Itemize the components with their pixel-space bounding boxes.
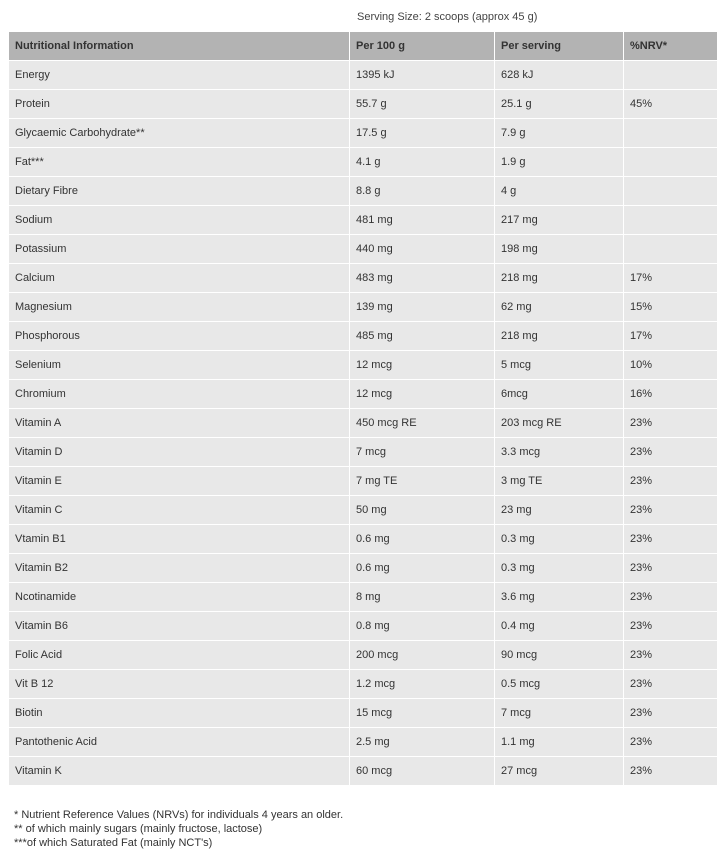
per-100g-value: 1395 kJ — [350, 61, 495, 90]
per-100g-value: 7 mcg — [350, 438, 495, 467]
per-serving-value: 1.1 mg — [495, 728, 624, 757]
per-serving-value: 6mcg — [495, 380, 624, 409]
per-100g-value: 15 mcg — [350, 699, 495, 728]
per-100g-value: 7 mg TE — [350, 467, 495, 496]
table-row — [9, 177, 718, 206]
nrv-value: 15% — [624, 293, 718, 322]
footnote-saturated-fat: ***of which Saturated Fat (mainly NCT's) — [14, 837, 213, 849]
table-row — [9, 583, 718, 612]
nrv-value: 23% — [624, 496, 718, 525]
nrv-value: 10% — [624, 351, 718, 380]
per-serving-value: 0.3 mg — [495, 525, 624, 554]
table-row — [9, 728, 718, 757]
nutrition-table — [8, 31, 718, 786]
per-serving-value: 203 mcg RE — [495, 409, 624, 438]
nrv-value: 23% — [624, 438, 718, 467]
per-100g-value: 485 mg — [350, 322, 495, 351]
per-100g-value: 50 mg — [350, 496, 495, 525]
nutrient-name: Sodium — [9, 206, 350, 235]
table-row — [9, 757, 718, 786]
per-serving-value: 0.4 mg — [495, 612, 624, 641]
table-row — [9, 90, 718, 119]
nrv-value: 23% — [624, 409, 718, 438]
table-row — [9, 293, 718, 322]
footnote-nrv: * Nutrient Reference Values (NRVs) for individuals 4 years an older. — [14, 809, 344, 821]
per-serving-value: 3.6 mg — [495, 583, 624, 612]
table-row — [9, 438, 718, 467]
nrv-value: 23% — [624, 670, 718, 699]
nrv-value — [624, 177, 718, 206]
table-row — [9, 61, 718, 90]
footnote-sugars: ** of which mainly sugars (mainly fructose, lactose) — [14, 823, 263, 835]
nutrient-name: Protein — [9, 90, 350, 119]
per-serving-value: 90 mcg — [495, 641, 624, 670]
nutrient-name: Chromium — [9, 380, 350, 409]
header-per-serving: Per serving — [495, 32, 624, 61]
nutrient-name: Vitamin K — [9, 757, 350, 786]
per-100g-value: 0.8 mg — [350, 612, 495, 641]
per-100g-value: 440 mg — [350, 235, 495, 264]
table-row — [9, 496, 718, 525]
per-serving-value: 3.3 mcg — [495, 438, 624, 467]
nutrient-name: Potassium — [9, 235, 350, 264]
per-serving-value: 7.9 g — [495, 119, 624, 148]
per-100g-value: 17.5 g — [350, 119, 495, 148]
nrv-value: 17% — [624, 322, 718, 351]
table-row — [9, 322, 718, 351]
nrv-value: 23% — [624, 641, 718, 670]
per-100g-value: 0.6 mg — [350, 525, 495, 554]
nrv-value: 16% — [624, 380, 718, 409]
table-row — [9, 119, 718, 148]
nrv-value: 23% — [624, 583, 718, 612]
nrv-value: 45% — [624, 90, 718, 119]
per-serving-value: 4 g — [495, 177, 624, 206]
per-100g-value: 1.2 mcg — [350, 670, 495, 699]
nutrient-name: Ncotinamide — [9, 583, 350, 612]
nrv-value: 23% — [624, 467, 718, 496]
per-100g-value: 200 mcg — [350, 641, 495, 670]
nutrient-name: Glycaemic Carbohydrate** — [9, 119, 350, 148]
per-serving-value: 7 mcg — [495, 699, 624, 728]
header-per-100g: Per 100 g — [350, 32, 495, 61]
nutrient-name: Vitamin B6 — [9, 612, 350, 641]
nrv-value: 23% — [624, 525, 718, 554]
per-100g-value: 2.5 mg — [350, 728, 495, 757]
nutrient-name: Vitamin E — [9, 467, 350, 496]
table-row — [9, 380, 718, 409]
per-100g-value: 450 mcg RE — [350, 409, 495, 438]
nutrient-name: Vitamin B2 — [9, 554, 350, 583]
per-100g-value: 139 mg — [350, 293, 495, 322]
nutrient-name: Dietary Fibre — [9, 177, 350, 206]
per-100g-value: 12 mcg — [350, 380, 495, 409]
per-100g-value: 55.7 g — [350, 90, 495, 119]
nutrient-name: Vitamin C — [9, 496, 350, 525]
nutrient-name: Vitamin D — [9, 438, 350, 467]
nutrient-name: Calcium — [9, 264, 350, 293]
per-serving-value: 0.5 mcg — [495, 670, 624, 699]
per-serving-value: 218 mg — [495, 322, 624, 351]
header-nutritional-information: Nutritional Information — [9, 32, 350, 61]
nutrient-name: Fat*** — [9, 148, 350, 177]
nutrient-name: Energy — [9, 61, 350, 90]
per-100g-value: 481 mg — [350, 206, 495, 235]
per-serving-value: 217 mg — [495, 206, 624, 235]
per-serving-value: 27 mcg — [495, 757, 624, 786]
table-row — [9, 641, 718, 670]
footnotes — [14, 808, 343, 850]
per-100g-value: 4.1 g — [350, 148, 495, 177]
per-serving-value: 25.1 g — [495, 90, 624, 119]
per-100g-value: 8.8 g — [350, 177, 495, 206]
per-serving-value: 628 kJ — [495, 61, 624, 90]
nrv-value: 23% — [624, 699, 718, 728]
nrv-value — [624, 61, 718, 90]
header-nrv: %NRV* — [624, 32, 718, 61]
table-row — [9, 264, 718, 293]
nutrient-name: Pantothenic Acid — [9, 728, 350, 757]
nutrient-name: Folic Acid — [9, 641, 350, 670]
nrv-value: 17% — [624, 264, 718, 293]
table-header-row — [9, 32, 718, 61]
nrv-value: 23% — [624, 757, 718, 786]
per-serving-value: 5 mcg — [495, 351, 624, 380]
nutrient-name: Biotin — [9, 699, 350, 728]
nrv-value — [624, 119, 718, 148]
nrv-value: 23% — [624, 554, 718, 583]
per-100g-value: 60 mcg — [350, 757, 495, 786]
per-serving-value: 0.3 mg — [495, 554, 624, 583]
table-row — [9, 554, 718, 583]
per-serving-value: 23 mg — [495, 496, 624, 525]
table-row — [9, 206, 718, 235]
per-100g-value: 483 mg — [350, 264, 495, 293]
nutrient-name: Vtamin B1 — [9, 525, 350, 554]
table-row — [9, 612, 718, 641]
nrv-value — [624, 148, 718, 177]
per-serving-value: 218 mg — [495, 264, 624, 293]
per-serving-value: 3 mg TE — [495, 467, 624, 496]
per-100g-value: 12 mcg — [350, 351, 495, 380]
table-row — [9, 148, 718, 177]
nrv-value: 23% — [624, 612, 718, 641]
serving-size: Serving Size: 2 scoops (approx 45 g) — [357, 11, 538, 23]
nrv-value: 23% — [624, 728, 718, 757]
nutrient-name: Vit B 12 — [9, 670, 350, 699]
per-serving-value: 62 mg — [495, 293, 624, 322]
per-100g-value: 8 mg — [350, 583, 495, 612]
nutrient-name: Selenium — [9, 351, 350, 380]
per-100g-value: 0.6 mg — [350, 554, 495, 583]
table-row — [9, 525, 718, 554]
nrv-value — [624, 206, 718, 235]
nutrient-name: Magnesium — [9, 293, 350, 322]
table-row — [9, 670, 718, 699]
table-row — [9, 699, 718, 728]
nrv-value — [624, 235, 718, 264]
per-serving-value: 198 mg — [495, 235, 624, 264]
table-row — [9, 409, 718, 438]
per-serving-value: 1.9 g — [495, 148, 624, 177]
nutrient-name: Phosphorous — [9, 322, 350, 351]
table-row — [9, 351, 718, 380]
table-row — [9, 467, 718, 496]
nutrient-name: Vitamin A — [9, 409, 350, 438]
table-row — [9, 235, 718, 264]
